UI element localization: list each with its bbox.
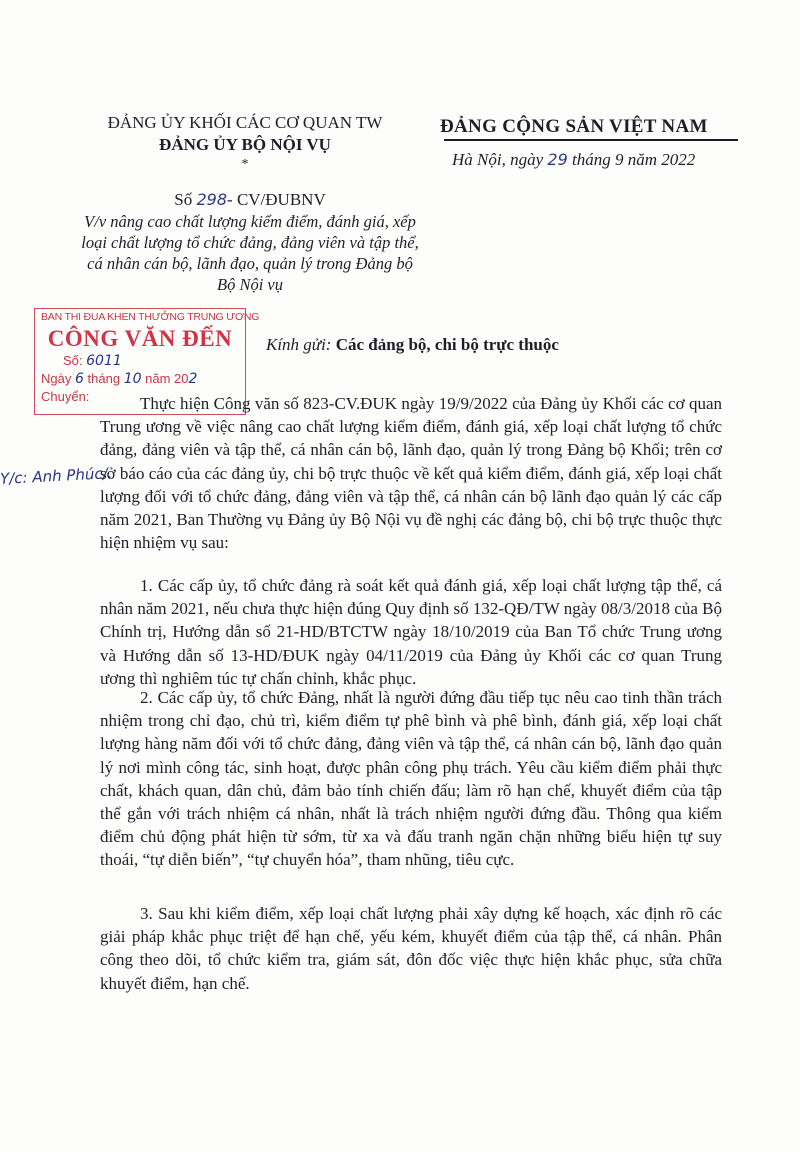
stamp-year-label: năm 20 (145, 371, 189, 386)
date-month-label: tháng (572, 150, 611, 169)
party-name: ĐẢNG CỘNG SẢN VIỆT NAM (440, 116, 708, 137)
stamp-day-value: 6 (74, 371, 84, 387)
stamp-month-value: 10 (123, 371, 142, 387)
stamp-day-label: Ngày (41, 371, 72, 386)
issuing-authority (95, 112, 395, 172)
parent-organization: ĐẢNG ỦY KHỐI CÁC CƠ QUAN TW (107, 113, 383, 132)
stamp-number-row (35, 352, 245, 370)
date-day: 29 (547, 150, 568, 169)
date-month: 9 (614, 150, 624, 169)
stamp-title: CÔNG VĂN ĐẾN (47, 326, 233, 351)
intro-text: Thực hiện Công văn số 823-CV.ĐUK ngày 19/9/2022 của Đảng ủy Khối các cơ quan Trung ương về việc nâng cao chất lượng kiểm điểm, đánh giá, xếp loại chất lượng tổ chức đảng, đảng viên và tập thể, cá nhân cán bộ, lãnh đạo, quản lý trong Đảng bộ Khối; trên cơ sở báo cáo của các đảng ủy, chi bộ trực thuộc về kết quả kiểm điểm, đánh giá, xếp loại chất lượng đối với tổ chức đảng, đảng viên và tập thể, cá nhân cán bộ lãnh đạo quản lý các cấp năm 2021, Ban Thường vụ Đảng ủy Bộ Nội vụ đề nghị các đảng bộ, chi bộ trực thuộc thực hiện nhiệm vụ sau: (100, 394, 722, 553)
item-3-text: 3. Sau khi kiểm điểm, xếp loại chất lượng phải xây dựng kế hoạch, xác định rõ các giải pháp khắc phục triệt để hạn chế, yếu kém, khuyết điểm của tập thể, cá nhân. Phân công theo dõi, tổ chức kiểm tra, giám sát, đôn đốc việc thực hiện khắc phục, sửa chữa khuyết điểm, hạn chế. (100, 904, 722, 993)
stamp-year-value: 2 (188, 371, 198, 387)
recipient (266, 335, 559, 355)
document-subject: V/v nâng cao chất lượng kiểm điểm, đánh giá, xếp loại chất lượng tổ chức đảng, đảng viên và tập thể, cá nhân cán bộ, lãnh đạo, quản lý trong Đảng bộ Bộ Nội vụ (81, 212, 419, 294)
recipient-value: Các đảng bộ, chi bộ trực thuộc (335, 335, 559, 354)
intro-paragraph (100, 392, 722, 554)
recipient-label: Kính gửi: (266, 335, 332, 354)
doc-number-suffix: - CV/ĐUBNV (227, 190, 326, 209)
handwritten-side-note: Y/c: Anh Phúc/. (0, 464, 113, 488)
item-2-paragraph (100, 686, 722, 872)
item-3-paragraph (100, 902, 722, 995)
stamp-forward-label: Chuyển: (41, 389, 90, 404)
date-year: năm 2022 (627, 150, 696, 169)
stamp-month-label: tháng (87, 371, 121, 386)
stamp-number-label: Số: (63, 353, 83, 368)
doc-number-value: 298 (196, 190, 228, 209)
doc-number-prefix: Số (174, 190, 193, 209)
item-1-paragraph (100, 574, 722, 690)
item-2-text: 2. Các cấp ủy, tổ chức Đảng, nhất là người đứng đầu tiếp tục nêu cao tinh thần trách nhiệm trong chỉ đạo, chủ trì, kiểm điểm tự phê bình và phê bình, đánh giá, xếp loại chất lượng hàng năm đối với tổ chức đảng, đảng viên và tập thể, cá nhân cán bộ, lãnh đạo quản lý nơi mình công tác, sinh hoạt, được phân công phụ trách. Yêu cầu kiểm điểm phải thực chất, khách quan, dân chủ, đảm bảo tính chiến đấu; làm rõ hạn chế, khuyết điểm của tập thể gắn với trách nhiệm cá nhân, nhất là trách nhiệm người đứng đầu. Thông qua kiểm điểm chủ động phát hiện từ sớm, từ xa và đấu tranh ngăn chặn những biểu hiện tự suy thoái, “tự diễn biến”, “tự chuyển hóa”, tham nhũng, tiêu cực. (100, 688, 722, 870)
header-star: * (241, 157, 249, 172)
date-prefix: Hà Nội, ngày (452, 150, 544, 169)
national-header (440, 116, 770, 170)
stamp-date-row (35, 370, 245, 388)
stamp-number-value: 6011 (86, 353, 122, 369)
place-and-date (452, 150, 770, 170)
party-name-underline (444, 139, 738, 141)
stamp-agency: BAN THI ĐUA KHEN THƯỞNG TRUNG ƯƠNG (41, 311, 260, 323)
document-number (90, 190, 410, 210)
item-1-text: 1. Các cấp ủy, tổ chức đảng rà soát kết quả đánh giá, xếp loại chất lượng tập thể, cá nhân năm 2021, nếu chưa thực hiện đúng Quy định số 132-QĐ/TW ngày 08/3/2018 của Bộ Chính trị, Hướng dẫn số 21-HD/BTCTW ngày 18/10/2019 của Ban Tổ chức Trung ương và Hướng dẫn số 13-HD/ĐUK ngày 04/11/2019 của Đảng ủy Khối các cơ quan Trung ương thì nghiêm túc tự chấn chỉnh, khắc phục. (100, 576, 722, 688)
issuing-organization: ĐẢNG ỦY BỘ NỘI VỤ (159, 135, 331, 154)
